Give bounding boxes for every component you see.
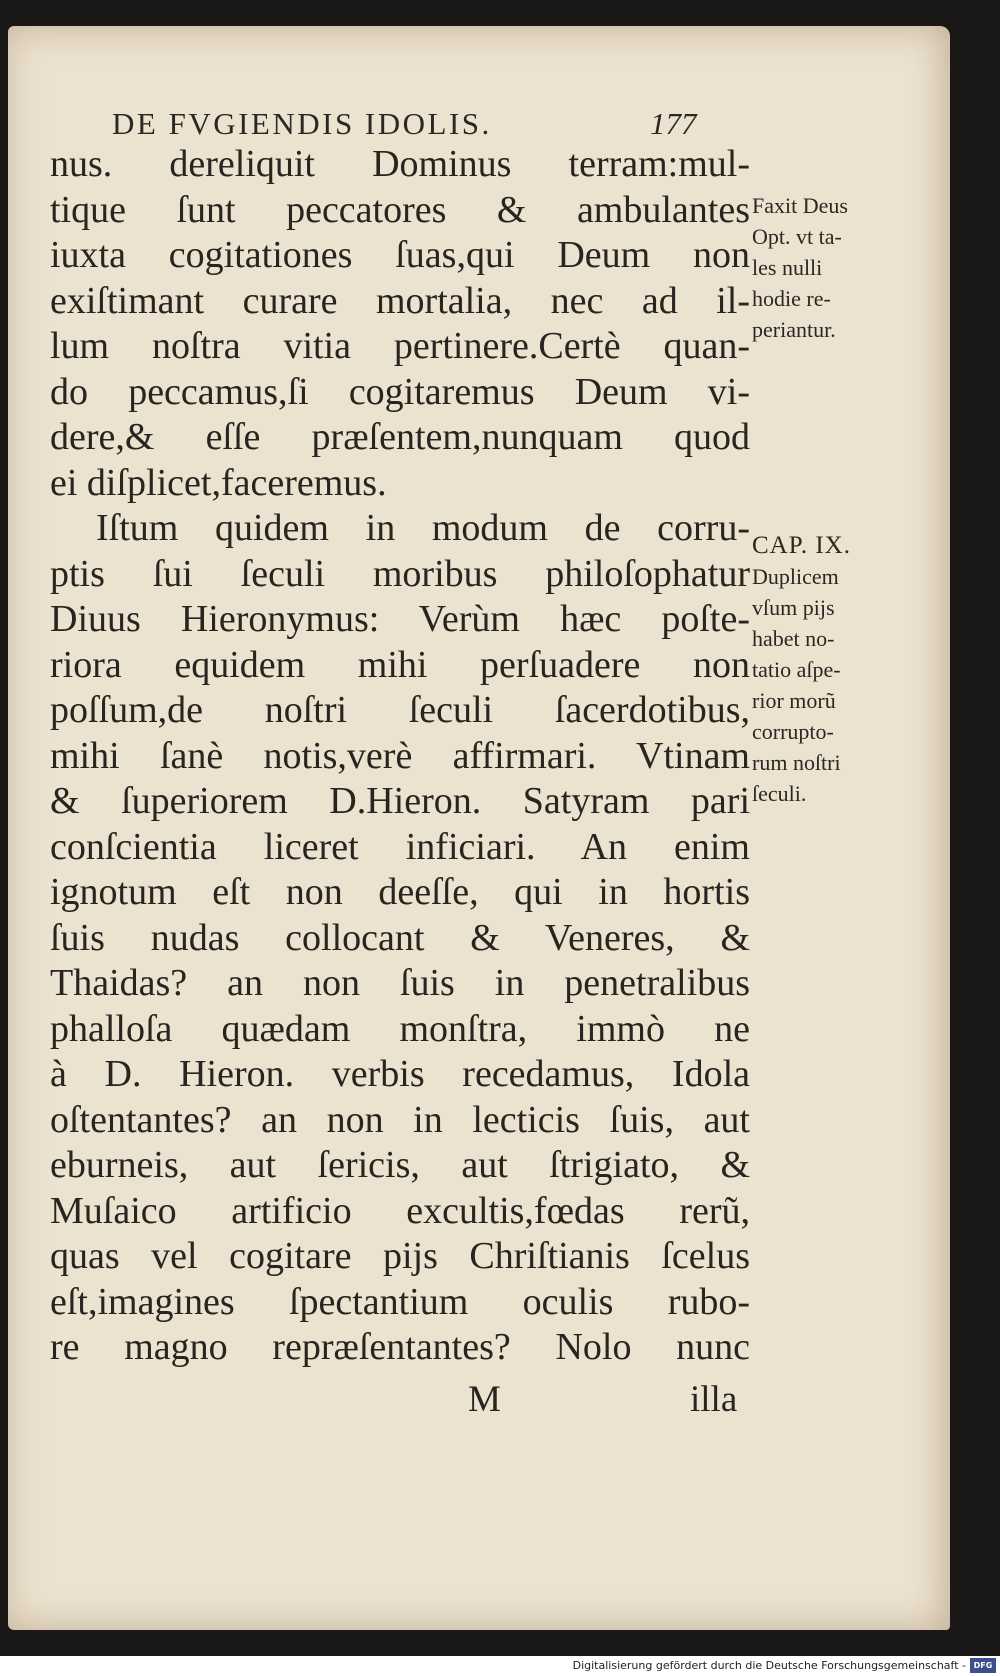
running-title: DE FVGIENDIS IDOLIS. — [112, 106, 492, 141]
text-line: poſſum,de noſtri ſeculi ſacerdotibus, — [50, 689, 750, 731]
funding-credit: Digitalisierung gefördert durch die Deutsche Forschungsgemeinschaft - — [572, 1659, 966, 1672]
text-line: eburneis, aut ſericis, aut ſtrigiato, & — [50, 1144, 750, 1186]
text-line: exiſtimant curare mortalia, nec ad il- — [50, 279, 750, 322]
text-line: lum noſtra vitia pertinere.Certè quan- — [50, 325, 750, 367]
marginal-note-line: tatio aſpe- — [752, 657, 841, 682]
text-line: iuxta cogitationes ſuas,qui Deum non — [50, 234, 750, 276]
text-line: Thaidas? an non ſuis in penetralibus — [50, 962, 750, 1004]
marginal-note-line: habet no- — [752, 626, 835, 651]
text-line: ei diſplicet,faceremus. — [50, 461, 387, 504]
marginal-note-line: ſeculi. — [752, 781, 807, 806]
marginal-note-line: periantur. — [752, 317, 836, 342]
text-line: à D. Hieron. verbis recedamus, Idola — [50, 1053, 750, 1095]
text-line: ſuis nudas collocant & Veneres, & — [50, 916, 750, 959]
text-line: do peccamus,ſi cogitaremus Deum vi- — [50, 370, 750, 413]
text-line: mihi ſanè notis,verè affirmari. Vtinam — [50, 734, 750, 777]
main-text-block — [50, 142, 750, 1371]
text-line: ptis ſui ſeculi moribus philoſophatur — [50, 552, 750, 595]
text-line: nus. dereliquit Dominus terram:mul- — [50, 143, 750, 185]
dfg-logo: DFG — [970, 1658, 996, 1673]
marginal-note — [752, 530, 851, 809]
text-line: riora equidem mihi perſuadere non — [50, 643, 750, 686]
marginal-note-line: rum noſtri — [752, 750, 841, 775]
text-line: quas vel cogitare pijs Chriſtianis ſcelus — [50, 1235, 750, 1277]
text-line: dere,& eſſe præſentem,nunquam quod — [50, 416, 750, 458]
text-line: & ſuperiorem D.Hieron. Satyram pari — [50, 780, 750, 822]
marginal-note-line: corrupto- — [752, 719, 834, 744]
chapter-label: CAP. IX. — [752, 532, 851, 559]
text-line: Diuus Hieronymus: Verùm hæc poſte- — [50, 598, 750, 640]
text-line: phalloſa quædam monſtra, immò ne — [50, 1007, 750, 1050]
marginal-note-line: Duplicem — [752, 564, 839, 589]
text-line: ignotum eſt non deeſſe, qui in hortis — [50, 871, 750, 913]
signature-mark: M — [468, 1379, 501, 1420]
catchword: illa — [690, 1379, 738, 1420]
marginal-note — [752, 190, 848, 345]
marginal-note-line: les nulli — [752, 255, 823, 280]
text-line: Muſaico artificio excultis,fœdas rerũ, — [50, 1189, 750, 1232]
marginal-note-line: Faxit Deus — [752, 193, 848, 218]
text-line: Iſtum quidem in modum de corru- — [96, 507, 750, 549]
text-line: oſtentantes? an non in lecticis ſuis, aut — [50, 1098, 750, 1141]
digitization-footer — [0, 1656, 1000, 1676]
text-line: tique ſunt peccatores & ambulantes — [50, 188, 750, 231]
marginal-note-line: hodie re- — [752, 286, 831, 311]
marginal-note-line: Opt. vt ta- — [752, 224, 842, 249]
text-line: eſt,imagines ſpectantium oculis rubo- — [50, 1280, 750, 1323]
page-number: 177 — [650, 106, 697, 141]
text-line: re magno repræſentantes? Nolo nunc — [50, 1326, 750, 1368]
marginal-note-line: vſum pijs — [752, 595, 835, 620]
marginal-note-line: rior morũ — [752, 688, 836, 713]
text-line: conſcientia liceret inficiari. An enim — [50, 825, 750, 868]
